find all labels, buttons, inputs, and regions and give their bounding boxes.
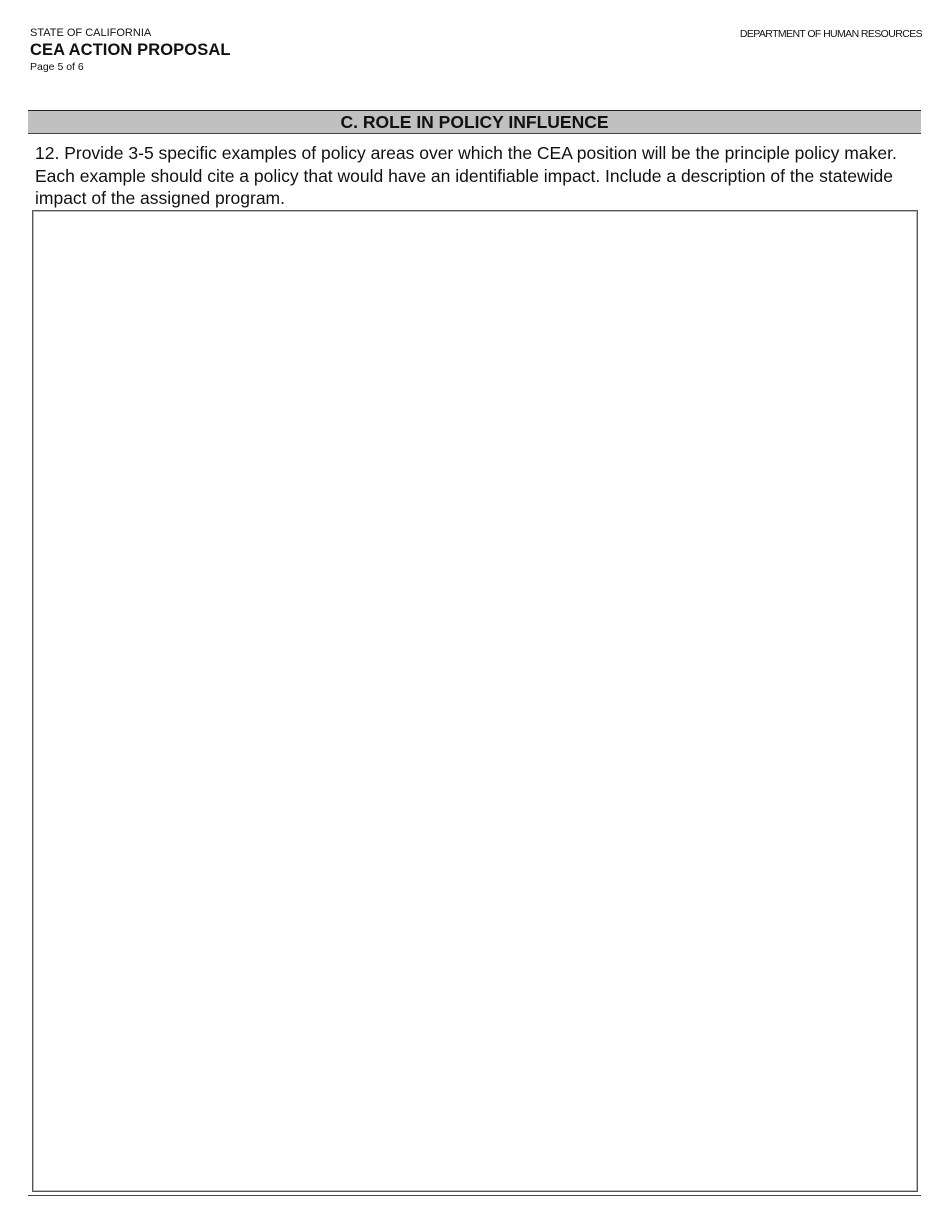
form-title: CEA ACTION PROPOSAL bbox=[30, 41, 231, 59]
page-indicator: Page 5 of 6 bbox=[30, 61, 84, 73]
state-label: STATE OF CALIFORNIA bbox=[30, 27, 152, 39]
department-label: DEPARTMENT OF HUMAN RESOURCES bbox=[739, 28, 922, 40]
form-header bbox=[30, 27, 231, 74]
bottom-divider bbox=[28, 1195, 921, 1196]
section-title: C. ROLE IN POLICY INFLUENCE bbox=[28, 110, 921, 134]
question-12-text: 12. Provide 3-5 specific examples of policy areas over which the CEA position will be the principle policy maker. Each example should cite a policy that would have an identifiable impact. Include a description of the statewide impact of the assigned program. bbox=[35, 143, 907, 208]
question-12-answer-field[interactable] bbox=[32, 210, 918, 1192]
